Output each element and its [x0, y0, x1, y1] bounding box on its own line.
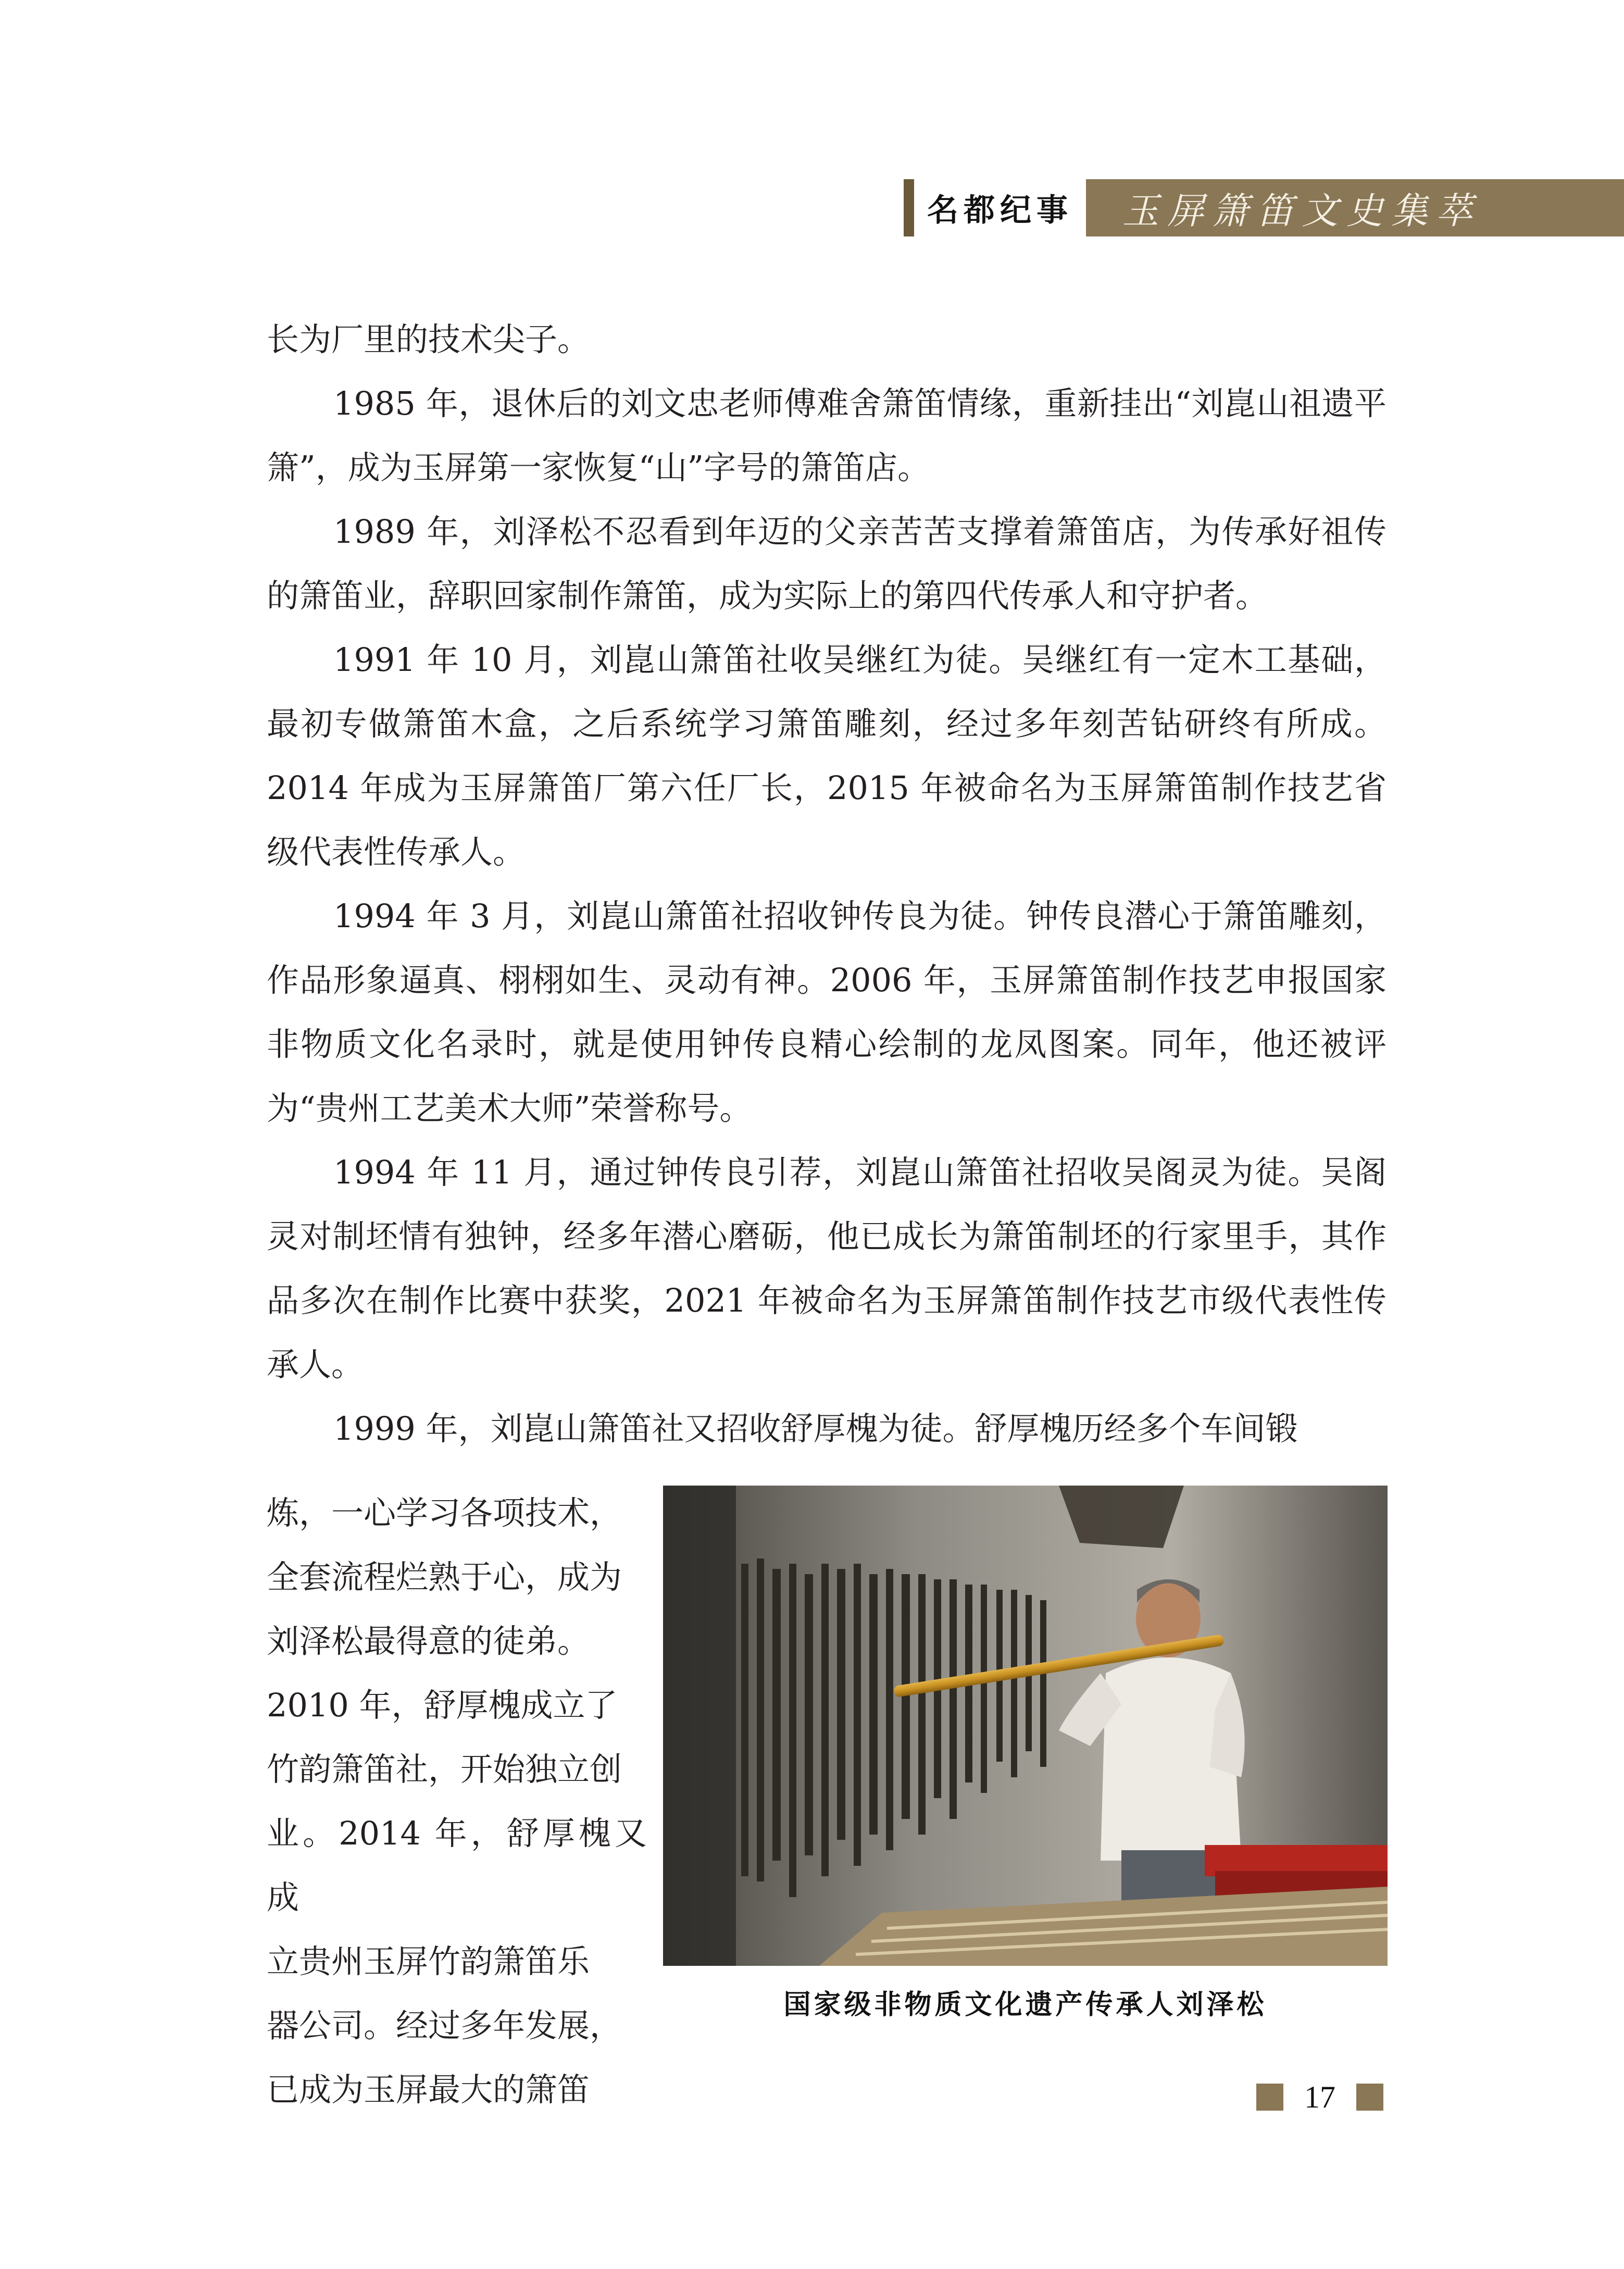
paragraph: 1994 年 11 月，通过钟传良引荐，刘崑山箫笛社招收吴阁灵为徒。吴阁灵对制坯情有独钟，经多年潜心磨砺，他已成长为箫笛制坯的行家里手，其作品多次在制作比赛中获奖，2021 年被命名为玉屏箫笛制作技艺市级代表性传承人。	[267, 1153, 1386, 1383]
wrapped-line: 已成为玉屏最大的箫笛	[267, 2071, 590, 2109]
wrapped-line: 炼，一心学习各项技术，	[267, 1494, 622, 1532]
wrapped-line: 竹韵箫笛社，开始独立创	[267, 1750, 622, 1788]
paragraph: 1999 年，刘崑山箫笛社又招收舒厚槐为徒。舒厚槐历经多个车间锻	[333, 1410, 1298, 1448]
wrapped-line: 业。2014 年，舒厚槐又成	[267, 1814, 647, 1916]
page-marker-square-right	[1356, 2084, 1383, 2111]
wrapped-line: 刘泽松最得意的徒弟。	[267, 1622, 590, 1660]
paragraph: 长为厂里的技术尖子。	[267, 320, 590, 358]
header-section-title: 名都纪事	[914, 179, 1086, 236]
paragraph: 1985 年，退休后的刘文忠老师傅难舍箫笛情缘，重新挂出“刘崑山祖遗平箫”，成为玉屏第一家恢复“山”字号的箫笛店。	[267, 384, 1386, 487]
article-body	[267, 307, 1386, 1461]
photo-caption: 国家级非物质文化遗产传承人刘泽松	[783, 1989, 1267, 2021]
wrapped-line: 立贵州玉屏竹韵箫笛乐	[267, 1942, 590, 1980]
page-number-block	[1256, 2081, 1383, 2113]
paragraph: 1989 年，刘泽松不忍看到年迈的父亲苦苦支撑着箫笛店，为传承好祖传的箫笛业，辞职回家制作箫笛，成为实际上的第四代传承人和守护者。	[267, 513, 1386, 615]
header-edge-bar	[904, 179, 914, 236]
page-marker-square-left	[1256, 2084, 1283, 2111]
photo-flute-maker	[663, 1486, 1388, 1966]
page-number: 17	[1304, 2079, 1335, 2114]
photo-illustration	[663, 1486, 1388, 1966]
wrapped-line: 2010 年，舒厚槐成立了	[267, 1686, 618, 1724]
running-header	[904, 179, 1624, 236]
paragraph: 1991 年 10 月，刘崑山箫笛社收吴继红为徒。吴继红有一定木工基础，最初专做箫笛木盒，之后系统学习箫笛雕刻，经过多年刻苦钻研终有所成。2014 年成为玉屏箫笛厂第六任厂长，2015 年被命名为玉屏箫笛制作技艺省级代表性传承人。	[267, 641, 1386, 871]
paragraph: 1994 年 3 月，刘崑山箫笛社招收钟传良为徒。钟传良潜心于箫笛雕刻，作品形象逼真、栩栩如生、灵动有神。2006 年，玉屏箫笛制作技艺申报国家非物质文化名录时，就是使用钟传良精心绘制的龙凤图案。同年，他还被评为“贵州工艺美术大师”荣誉称号。	[267, 897, 1386, 1127]
wrapped-line: 器公司。经过多年发展，	[267, 2006, 622, 2044]
header-series-title: 玉屏箫笛文史集萃	[1086, 179, 1624, 236]
wrapped-line: 全套流程烂熟于心，成为	[267, 1558, 622, 1596]
wrapped-paragraph	[267, 1481, 647, 2122]
